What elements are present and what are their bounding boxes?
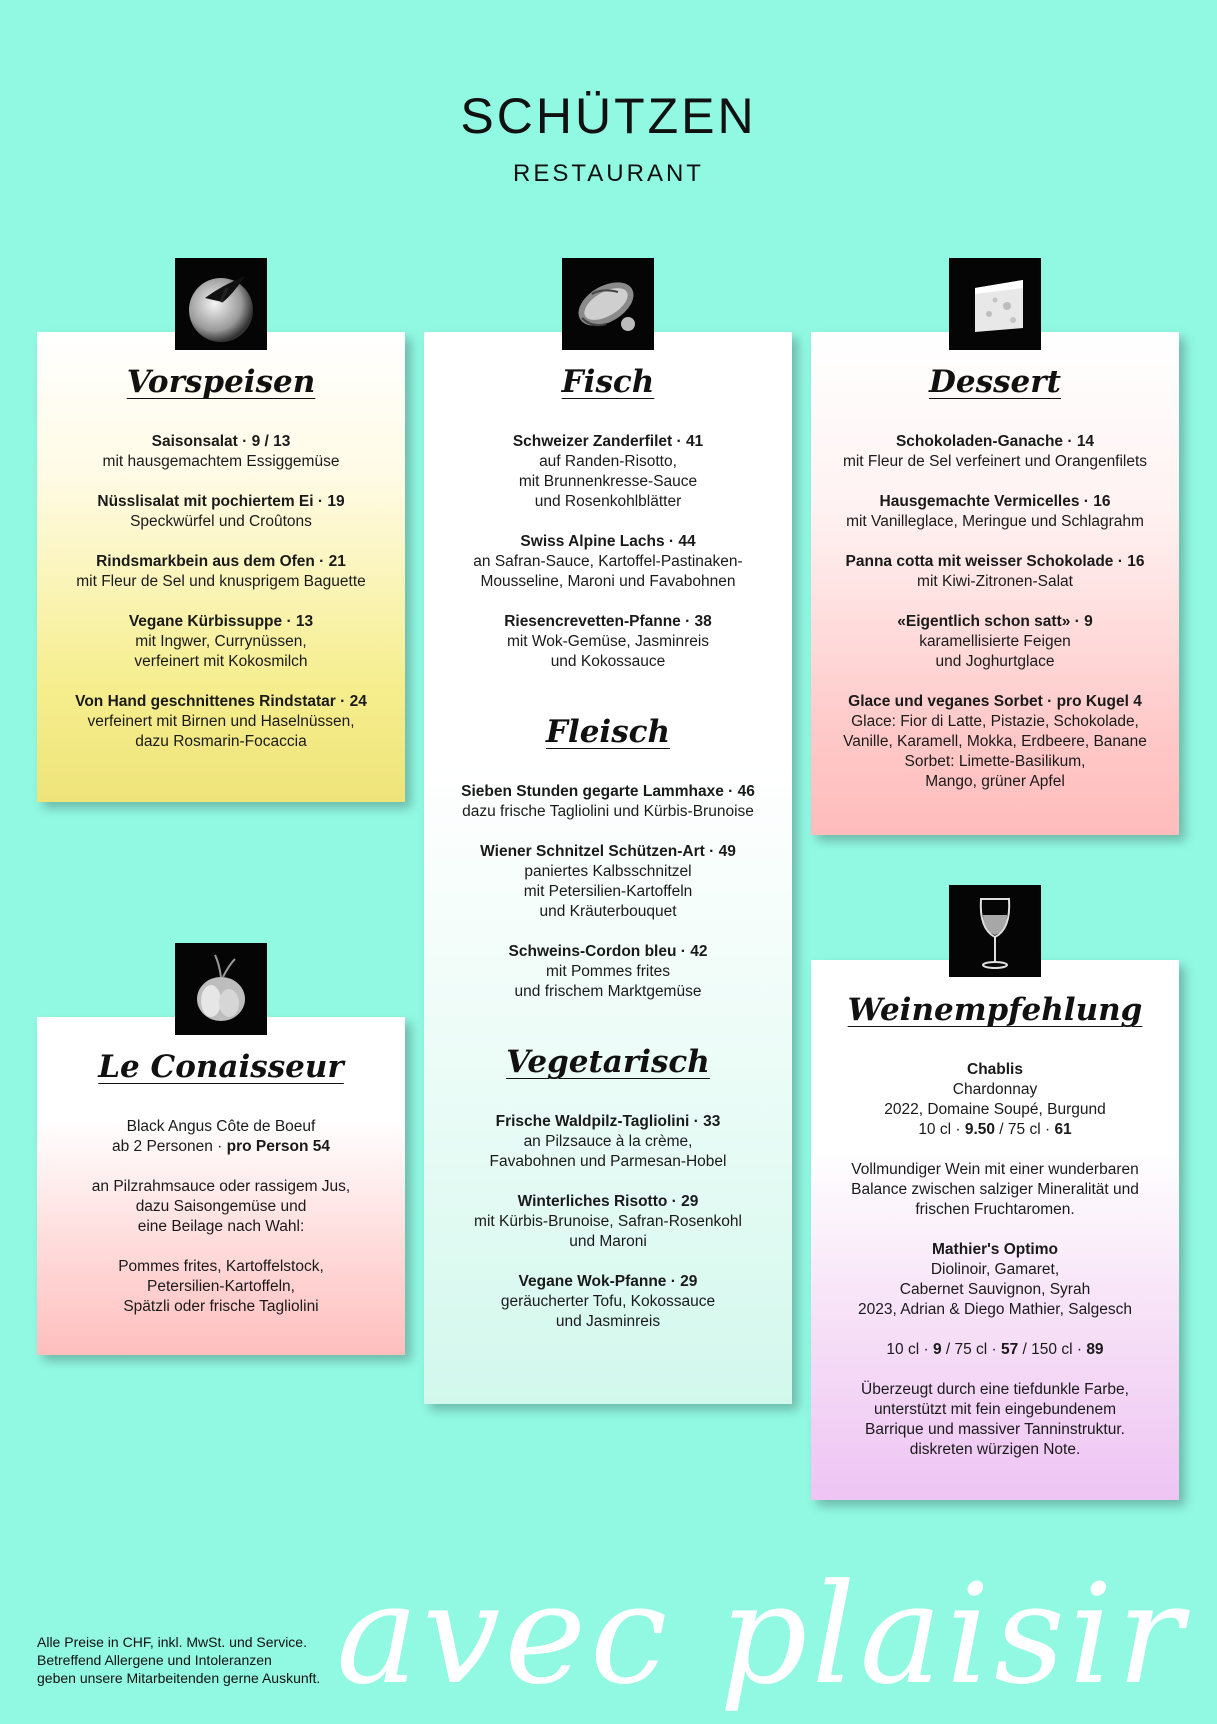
wine-item xyxy=(811,1240,1179,1320)
fisch-title: Fisch xyxy=(561,364,655,400)
menu-item-desc: geräucherter Tofu, Kokossauce xyxy=(500,1293,716,1310)
menu-item xyxy=(37,492,405,532)
wein-title: Weinempfehlung xyxy=(847,992,1143,1028)
menu-item-desc: dazu frische Tagliolini und Kürbis-Brunoise xyxy=(462,803,754,820)
menu-item xyxy=(811,552,1179,592)
vorspeisen-title: Vorspeisen xyxy=(126,364,316,400)
menu-item-desc: und Kräuterbouquet xyxy=(539,903,677,920)
menu-item-name: Winterliches Risotto · 29 xyxy=(517,1193,699,1210)
conaisseur-card xyxy=(37,1017,405,1355)
side-option: Pommes frites, Kartoffelstock, xyxy=(118,1258,324,1275)
tomato-photo-icon xyxy=(175,258,267,350)
menu-item xyxy=(424,432,792,512)
wine-desc xyxy=(811,1160,1179,1220)
menu-item-desc: und Maroni xyxy=(569,1233,647,1250)
menu-item-name: Schweizer Zanderfilet · 41 xyxy=(512,433,704,450)
dessert-title: Dessert xyxy=(929,364,1061,400)
menu-item-name: Glace und veganes Sorbet · pro Kugel 4 xyxy=(848,693,1142,710)
menu-item xyxy=(424,612,792,672)
price-label: 10 cl · xyxy=(918,1121,965,1138)
menu-item-price-line xyxy=(37,1137,405,1157)
side-option: Petersilien-Kartoffeln, xyxy=(147,1278,295,1295)
menu-item-desc: mit Kiwi-Zitronen-Salat xyxy=(917,573,1073,590)
menu-item xyxy=(811,612,1179,672)
menu-item-name: Riesencrevetten-Pfanne · 38 xyxy=(504,613,712,630)
menu-item-name: Black Angus Côte de Boeuf xyxy=(126,1118,316,1135)
price-value: 61 xyxy=(1054,1121,1072,1138)
price-label: / 75 cl · xyxy=(941,1341,1001,1358)
menu-item-desc: dazu Saisongemüse und xyxy=(135,1198,307,1215)
menu-item-name: Panna cotta mit weisser Schokolade · 16 xyxy=(845,553,1145,570)
menu-item xyxy=(424,1112,792,1172)
wine-desc-line: Barrique und massiver Tanninstruktur. xyxy=(865,1421,1125,1438)
menu-item-name: Nüsslisalat mit pochiertem Ei · 19 xyxy=(97,493,345,510)
price-label: / 75 cl · xyxy=(995,1121,1055,1138)
menu-item-desc: paniertes Kalbsschnitzel xyxy=(524,863,692,880)
main-courses-card xyxy=(424,332,792,1404)
footer-note-line: Betreffend Allergene und Intoleranzen xyxy=(37,1652,272,1668)
wine-desc xyxy=(811,1380,1179,1460)
menu-item-desc: Vanille, Karamell, Mokka, Erdbeere, Banane xyxy=(843,733,1147,750)
wine-detail: 2023, Adrian & Diego Mathier, Salgesch xyxy=(857,1301,1132,1318)
dessert-card xyxy=(811,332,1179,835)
menu-item-desc: mit Fleur de Sel und knusprigem Baguette xyxy=(76,573,366,590)
price-value: 9 xyxy=(932,1341,942,1358)
wine-item xyxy=(811,1060,1179,1140)
menu-item-name: Hausgemachte Vermicelles · 16 xyxy=(879,493,1111,510)
price-label: 10 cl · xyxy=(886,1341,933,1358)
menu-item xyxy=(37,692,405,752)
menu-item-name: Wiener Schnitzel Schützen-Art · 49 xyxy=(480,843,736,860)
menu-item-desc: Favabohnen und Parmesan-Hobel xyxy=(489,1153,727,1170)
menu-item-name: Schokoladen-Ganache · 14 xyxy=(895,433,1095,450)
wine-card xyxy=(811,960,1179,1500)
menu-item xyxy=(424,842,792,922)
menu-item-desc: mit Vanilleglace, Meringue und Schlagrahm xyxy=(846,513,1144,530)
menu-item xyxy=(424,532,792,592)
menu-item-desc: Glace: Fior di Latte, Pistazie, Schokolade, xyxy=(851,713,1139,730)
menu-item-desc: Mousseline, Maroni und Favabohnen xyxy=(480,573,736,590)
menu-item-desc: und Jasminreis xyxy=(555,1313,661,1330)
menu-item-desc: Mango, grüner Apfel xyxy=(925,773,1065,790)
menu-item-desc: verfeinert mit Kokosmilch xyxy=(134,653,308,670)
menu-item-name: Saisonsalat · 9 / 13 xyxy=(151,433,291,450)
menu-item-desc: mit Wok-Gemüse, Jasminreis xyxy=(506,633,710,650)
price-per-person: pro Person 54 xyxy=(226,1138,330,1155)
menu-item-name: Vegane Wok-Pfanne · 29 xyxy=(518,1273,698,1290)
menu-item xyxy=(424,1192,792,1252)
menu-item-name: Sieben Stunden gegarte Lammhaxe · 46 xyxy=(461,783,755,800)
menu-item-name: Schweins-Cordon bleu · 42 xyxy=(508,943,708,960)
menu-item-name: Frische Waldpilz-Tagliolini · 33 xyxy=(495,1113,721,1130)
wine-detail: Chardonnay xyxy=(952,1081,1038,1098)
menu-item-name: Rindsmarkbein aus dem Ofen · 21 xyxy=(96,553,346,570)
side-option: Spätzli oder frische Tagliolini xyxy=(123,1298,319,1315)
price-value: 89 xyxy=(1086,1341,1104,1358)
menu-item-desc: an Pilzrahmsauce oder rassigem Jus, xyxy=(91,1178,351,1195)
wine-detail: Cabernet Sauvignon, Syrah xyxy=(899,1281,1091,1298)
menu-item xyxy=(37,552,405,592)
menu-item xyxy=(37,612,405,672)
menu-item-desc: auf Randen-Risotto, xyxy=(539,453,677,470)
menu-item-desc: Speckwürfel und Croûtons xyxy=(130,513,312,530)
menu-item-desc: mit Kürbis-Brunoise, Safran-Rosenkohl xyxy=(474,1213,742,1230)
menu-item xyxy=(37,432,405,472)
footer-note xyxy=(37,1633,320,1687)
menu-item-desc: Sorbet: Limette-Basilikum, xyxy=(904,753,1086,770)
wine-desc-line: Überzeugt durch eine tiefdunkle Farbe, xyxy=(861,1381,1129,1398)
menu-item-desc: und Kokossauce xyxy=(550,653,666,670)
vegetarisch-title: Vegetarisch xyxy=(506,1044,710,1080)
menu-item-desc: mit Ingwer, Currynüssen, xyxy=(135,633,307,650)
menu-item-desc: und frischem Marktgemüse xyxy=(514,983,702,1000)
menu-item-desc: und Rosenkohlblätter xyxy=(534,493,682,510)
menu-item-desc: und Joghurtglace xyxy=(935,653,1055,670)
garlic-photo-icon xyxy=(175,943,267,1035)
menu-item-desc: mit Pommes frites xyxy=(545,963,670,980)
wine-desc-line: unterstützt mit fein eingebundenem xyxy=(873,1401,1117,1418)
menu-item-desc: eine Beilage nach Wahl: xyxy=(137,1218,305,1235)
menu-item-desc: an Pilzsauce à la crème, xyxy=(523,1133,693,1150)
wine-detail: 2022, Domaine Soupé, Burgund xyxy=(884,1101,1106,1118)
menu-item-name: Von Hand geschnittenes Rindstatar · 24 xyxy=(75,693,367,710)
wine-price xyxy=(811,1340,1179,1360)
footer-note-line: geben unsere Mitarbeitenden gerne Auskunft. xyxy=(37,1670,321,1686)
menu-item-desc: an Safran-Sauce, Kartoffel-Pastinaken- xyxy=(473,553,743,570)
menu-item-desc: mit Brunnenkresse-Sauce xyxy=(518,473,698,490)
menu-item-desc: dazu Rosmarin-Focaccia xyxy=(135,733,307,750)
menu-item-desc: karamellisierte Feigen xyxy=(919,633,1071,650)
wine-desc-line: Balance zwischen salziger Mineralität und xyxy=(851,1181,1139,1198)
cheese-photo-icon xyxy=(949,258,1041,350)
conaisseur-title: Le Conaisseur xyxy=(98,1049,344,1085)
price-value: 9.50 xyxy=(964,1121,995,1138)
menu-item xyxy=(424,782,792,822)
sides-block xyxy=(37,1257,405,1317)
wine-price xyxy=(811,1120,1179,1140)
wine-desc-line: Vollmundiger Wein mit einer wunderbaren xyxy=(851,1161,1139,1178)
menu-item-name: Vegane Kürbissuppe · 13 xyxy=(128,613,314,630)
wine-detail: Diolinoir, Gamaret, xyxy=(930,1261,1060,1278)
grilled-fish-photo-icon xyxy=(562,258,654,350)
wine-name: Chablis xyxy=(967,1061,1023,1078)
menu-item-desc-block xyxy=(37,1177,405,1237)
menu-item-desc: mit hausgemachtem Essiggemüse xyxy=(102,453,340,470)
menu-item-desc: verfeinert mit Birnen und Haselnüssen, xyxy=(87,713,355,730)
persons-text: ab 2 Personen · xyxy=(112,1138,227,1155)
menu-item xyxy=(424,942,792,1002)
price-value: 57 xyxy=(1001,1341,1019,1358)
menu-item xyxy=(811,492,1179,532)
fleisch-title: Fleisch xyxy=(545,714,671,750)
wine-desc-line: frischen Fruchtaromen. xyxy=(915,1201,1075,1218)
menu-item-name: Swiss Alpine Lachs · 44 xyxy=(520,533,696,550)
menu-item xyxy=(811,692,1179,792)
menu-item-desc: mit Fleur de Sel verfeinert und Orangenfilets xyxy=(842,453,1148,470)
menu-item xyxy=(424,1272,792,1332)
menu-item-desc: mit Petersilien-Kartoffeln xyxy=(523,883,693,900)
menu-item xyxy=(811,432,1179,472)
menu-item xyxy=(37,1117,405,1157)
wine-desc-line: diskreten würzigen Note. xyxy=(909,1441,1081,1458)
restaurant-name: SCHÜTZEN xyxy=(460,88,757,144)
price-label: / 150 cl · xyxy=(1018,1341,1087,1358)
footer-note-line: Alle Preise in CHF, inkl. MwSt. und Service. xyxy=(37,1634,307,1650)
restaurant-subtitle: RESTAURANT xyxy=(513,160,704,187)
tagline: avec plaisir xyxy=(336,1554,1187,1715)
vorspeisen-card xyxy=(37,332,405,802)
wine-name: Mathier's Optimo xyxy=(932,1241,1058,1258)
menu-item-name: «Eigentlich schon satt» · 9 xyxy=(897,613,1093,630)
wine-glass-photo-icon xyxy=(949,885,1041,977)
